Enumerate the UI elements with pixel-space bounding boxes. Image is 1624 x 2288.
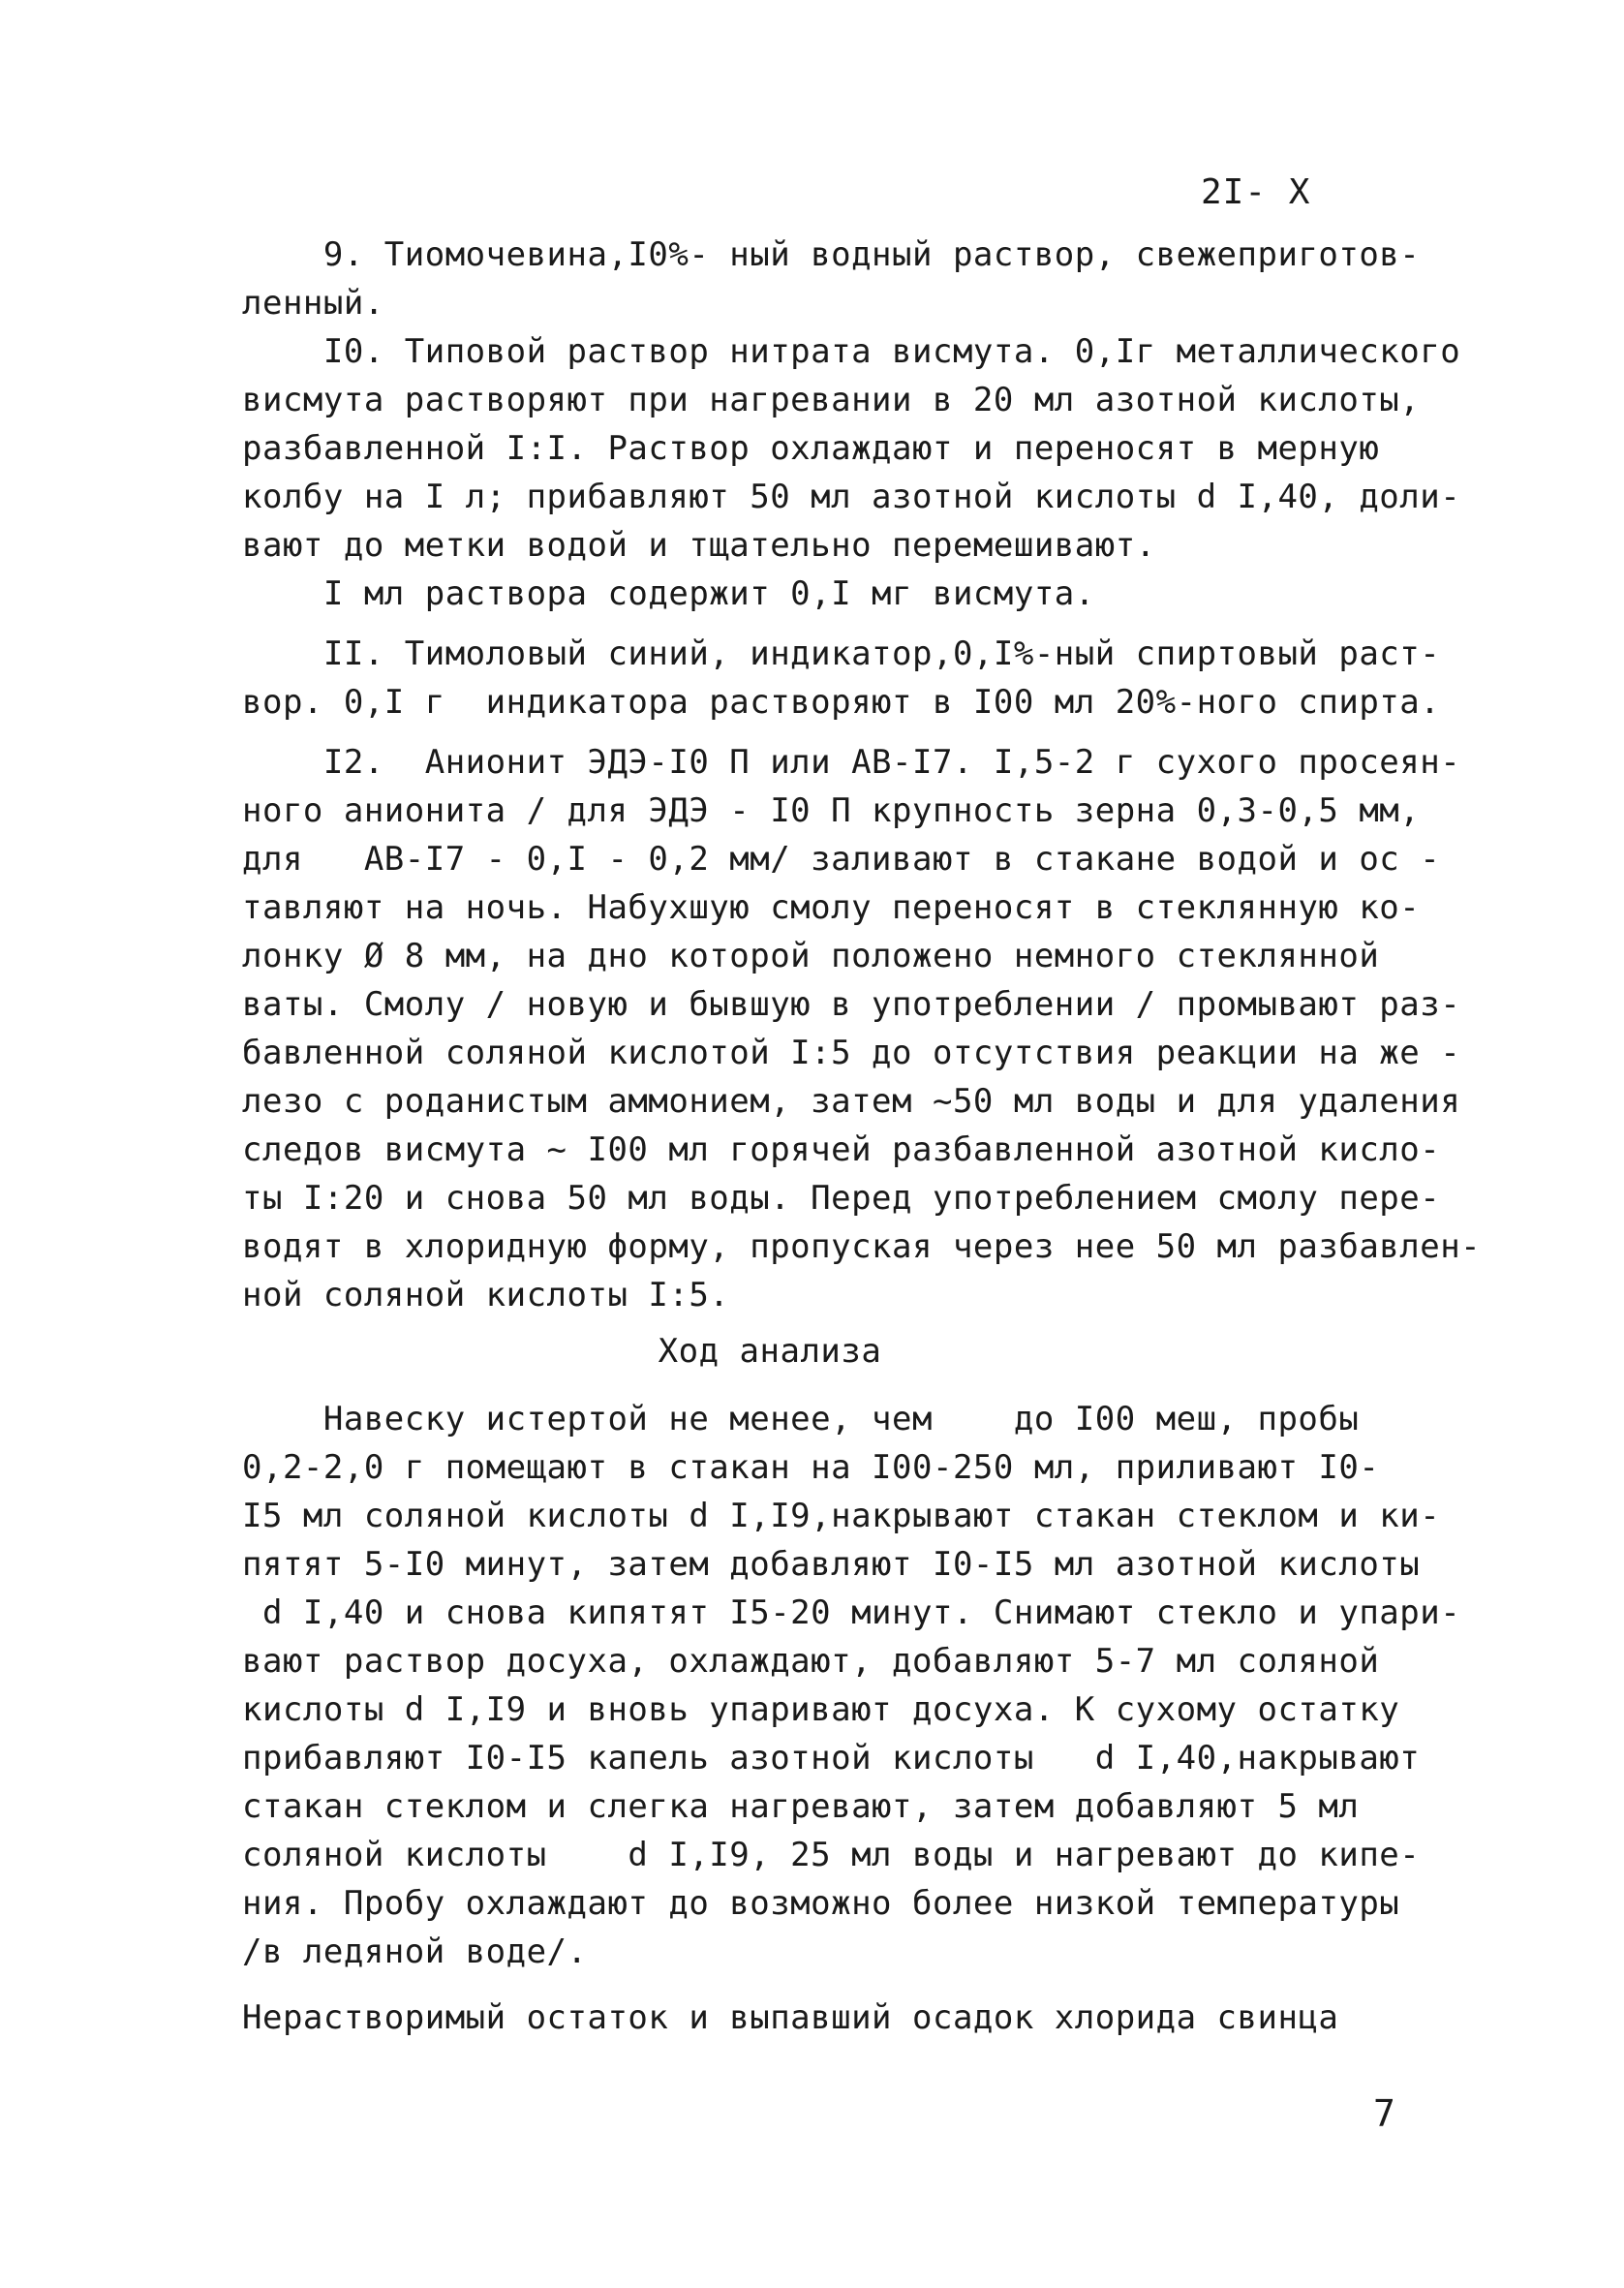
analysis-paragraph [242, 1395, 1461, 1976]
text-line: ваты. Смолу / новую и бывшую в употреблении / промывают раз- [242, 985, 1461, 1024]
paragraph-spacer [242, 727, 1433, 738]
text-line: I2. Анионит ЭДЭ-I0 П или АВ-I7. I,5-2 г сухого просеян- [242, 743, 1461, 782]
text-line: прибавляют I0-I5 капель азотной кислоты d I,40,накрывают [242, 1739, 1421, 1778]
text-line: разбавленной I:I. Раствор охлаждают и переносят в мерную [242, 429, 1380, 468]
text-line: d I,40 и снова кипятят I5-20 минут. Снимают стекло и упари- [242, 1593, 1461, 1632]
paragraph-item-10 [242, 327, 1461, 618]
text-line: /в ледяной воде/. [242, 1932, 588, 1971]
text-line: ния. Пробу охлаждают до возможно более низкой температуры [242, 1884, 1400, 1923]
text-line: вают раствор досуха, охлаждают, добавляют 5-7 мл соляной [242, 1642, 1380, 1681]
text-line: 0,2-2,0 г помещают в стакан на I00-250 мл, приливают I0- [242, 1448, 1380, 1487]
text-line: Навеску истертой не менее, чем до I00 меш, пробы [242, 1400, 1360, 1438]
text-line: соляной кислоты d I,I9, 25 мл воды и нагревают до кипе- [242, 1836, 1421, 1874]
section-heading: Ход анализа [658, 1332, 882, 1371]
paragraph-spacer [242, 1976, 1433, 1994]
text-line: ты I:20 и снова 50 мл воды. Перед употреблением смолу пере- [242, 1179, 1441, 1218]
text-line: II. Тимоловый синий, индикатор,0,I%-ный спиртовый раст- [242, 634, 1441, 673]
text-line: ного анионита / для ЭДЭ - I0 П крупность зерна 0,3-0,5 мм, [242, 791, 1421, 830]
text-line: пятят 5-I0 минут, затем добавляют I0-I5 мл азотной кислоты [242, 1545, 1421, 1584]
text-line: вор. 0,I г индикатора растворяют в I00 мл 20%-ного спирта. [242, 683, 1441, 722]
paragraph-item-9 [242, 231, 1433, 327]
text-line: следов висмута ~ I00 мл горячей разбавленной азотной кисло- [242, 1130, 1441, 1169]
text-line: стакан стеклом и слегка нагревают, затем добавляют 5 мл [242, 1787, 1360, 1826]
analysis-paragraph [242, 1994, 1433, 2042]
text-line: лезо с роданистым аммонием, затем ~50 мл воды и для удаления [242, 1082, 1461, 1121]
text-line: кислоты d I,I9 и вновь упаривают досуха. К сухому остатку [242, 1690, 1400, 1729]
text-line: водят в хлоридную форму, пропуская через нее 50 мл разбавлен- [242, 1227, 1482, 1266]
paragraph-item-12 [242, 738, 1482, 1319]
paragraph-item-11 [242, 630, 1441, 727]
text-line: бавленной соляной кислотой I:5 до отсутствия реакции на же - [242, 1034, 1461, 1072]
text-line: висмута растворяют при нагревании в 20 мл азотной кислоты, [242, 381, 1421, 419]
text-line: Нерастворимый остаток и выпавший осадок хлорида свинца [242, 1998, 1339, 2037]
text-line: 9. Тиомочевина,I0%- ный водный раствор, свежеприготов- [242, 235, 1421, 274]
document-code: 2I- X [1201, 172, 1311, 212]
text-line: ленный. [242, 284, 384, 323]
text-line: I мл раствора содержит 0,I мг висмута. [242, 574, 1095, 613]
paragraph-spacer [242, 618, 1433, 630]
text-line: колбу на I л; прибавляют 50 мл азотной кислоты d I,40, доли- [242, 478, 1461, 516]
text-line: I0. Типовой раствор нитрата висмута. 0,Iг металлического [242, 332, 1461, 371]
document-body [242, 231, 1482, 2042]
text-line: вают до метки водой и тщательно перемешивают. [242, 526, 1156, 565]
text-line: тавляют на ночь. Набухшую смолу переносят в стеклянную ко- [242, 888, 1421, 927]
text-line: для АВ-I7 - 0,I - 0,2 мм/ заливают в стакане водой и ос - [242, 840, 1441, 879]
page-number: 7 [1373, 2092, 1395, 2135]
text-line: лонку Ø 8 мм, на дно которой положено немного стеклянной [242, 937, 1380, 975]
text-line: ной соляной кислоты I:5. [242, 1276, 730, 1314]
text-line: I5 мл соляной кислоты d I,I9,накрывают стакан стеклом и ки- [242, 1497, 1441, 1535]
